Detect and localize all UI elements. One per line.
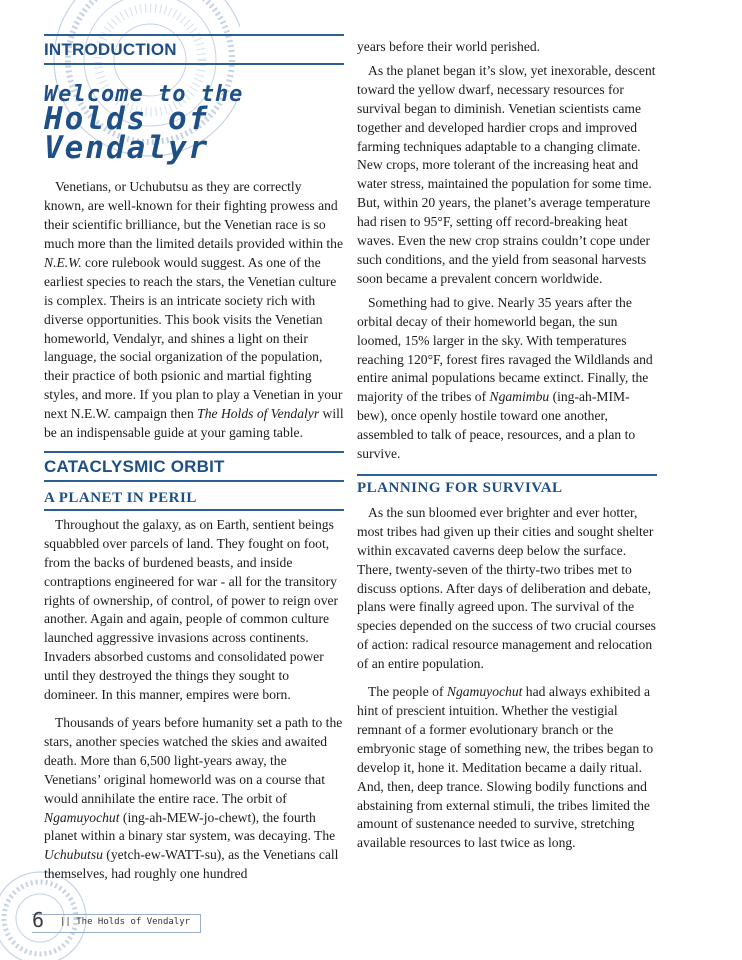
right-paragraph-3: Something had to give. Nearly 35 years after the orbital decay of their homeworld began, the sun loomed, 15% larger in the sky. With temperatures reaching 120°F, forest fires ravaged the Wildlands and entire animal populations became extinct. Finally, the majority of the tribes of Ngamimbu (ing-ah-MIM-bew), once openly hostile toward one another, assembled to talk of peace, resources, and a plan to survive. xyxy=(357,294,653,462)
survival-heading: PLANNING FOR SURVIVAL xyxy=(357,474,657,499)
page-number: 6 xyxy=(32,908,45,932)
peril-heading: A PLANET IN PERIL xyxy=(44,490,344,511)
intro-heading: INTRODUCTION xyxy=(44,34,344,65)
page-title xyxy=(44,82,344,166)
peril-paragraph-1: Throughout the galaxy, as on Earth, sentient beings squabbled over parcels of land. They fought on foot, from the backs of burdened beasts, and inside contraptions engineered for war - all for the transitory rights of ownership, of control, of power to reign over another. Again and again, people of common culture launched aggressive invasions across continents. Invaders absorbed customs and consolidated power until they destroyed the things they sought to domineer. In this manner, empires were born. xyxy=(44,516,339,703)
peril-paragraph-2: Thousands of years before humanity set a path to the stars, another species watched the skies and awaited death. More than 6,500 light-years away, the Venetians’ original homeworld was on a course that would annihilate the entire race. The orbit of Ngamuyochut (ing-ah-MEW-jo-chewt), the fourth planet within a binary star system, was decaying. The Uchubutsu (yetch-ew-WATT-su), as the Venetians call themselves, had roughly one hundred xyxy=(44,715,343,882)
survival-paragraph-2: The people of Ngamuyochut had always exhibited a hint of prescient intuition. Whether the vestigial remnant of a former evolutionary branch or the embryonic stage of something new, the tribes began to develop it, hone it. Meditation became a daily ritual. And, then, deep trance. Slowing bodily functions and abstaining from external stimuli, the tribes limited the amount of sustenance needed to survive, stretching available resources to last twice as long. xyxy=(357,684,654,851)
left-column xyxy=(44,34,344,884)
footer-title: || The Holds of Vendalyr xyxy=(60,917,191,927)
title-line-2: Holds of Vendalyr xyxy=(44,101,210,166)
right-paragraph-2: As the planet began it’s slow, yet inexorable, descent toward the yellow dwarf, necessary resources for survival began to diminish. Venetian scientists came together and developed hardier crops and improved farming techniques adaptable to a changing climate. New crops, more tolerant of the increasing heat and water stress, maintained the population for some time. But, within 20 years, the planet’s average temperature had risen to 95°F, setting off record-breaking heat waves. Even the new crop strains couldn’t cope under such conditions, and the yield from seasonal harvests soon became a prevalent concern worldwide. xyxy=(357,62,656,286)
survival-paragraph-1: As the sun bloomed ever brighter and ever hotter, most tribes had given up their cities and sought shelter within excavated caverns deep below the surface. There, twenty-seven of the thirty-two tribes met to discuss options. After days of deliberation and debate, plans were finally agreed upon. The survival of the species depended on the success of two crucial courses of action: radical resource management and relocation of an entire population. xyxy=(357,504,656,672)
title-line-1: Welcome to the xyxy=(44,82,244,107)
right-column xyxy=(357,38,657,853)
right-paragraph-1: years before their world perished. xyxy=(357,39,541,54)
intro-paragraph: Venetians, or Uchubutsu as they are correctly known, are well-known for their fighting prowess and their scientific brilliance, but the Venetian race is so much more than the limited details provided within the N.E.W. core rulebook would suggest. As one of the earliest species to reach the stars, the Venetian culture is complex. Theirs is an intricate society rich with diverse opportunities. This book visits the Venetian homeworld, Vendalyr, and shines a light on their language, the social organization of the population, their practice of both psionic and martial fighting styles, and more. If you plan to play a Venetian in your next N.E.W. campaign then The Holds of Vendalyr will be an indispensable guide at your gaming table. xyxy=(44,179,344,441)
orbit-heading: CATACLYSMIC ORBIT xyxy=(44,451,344,482)
